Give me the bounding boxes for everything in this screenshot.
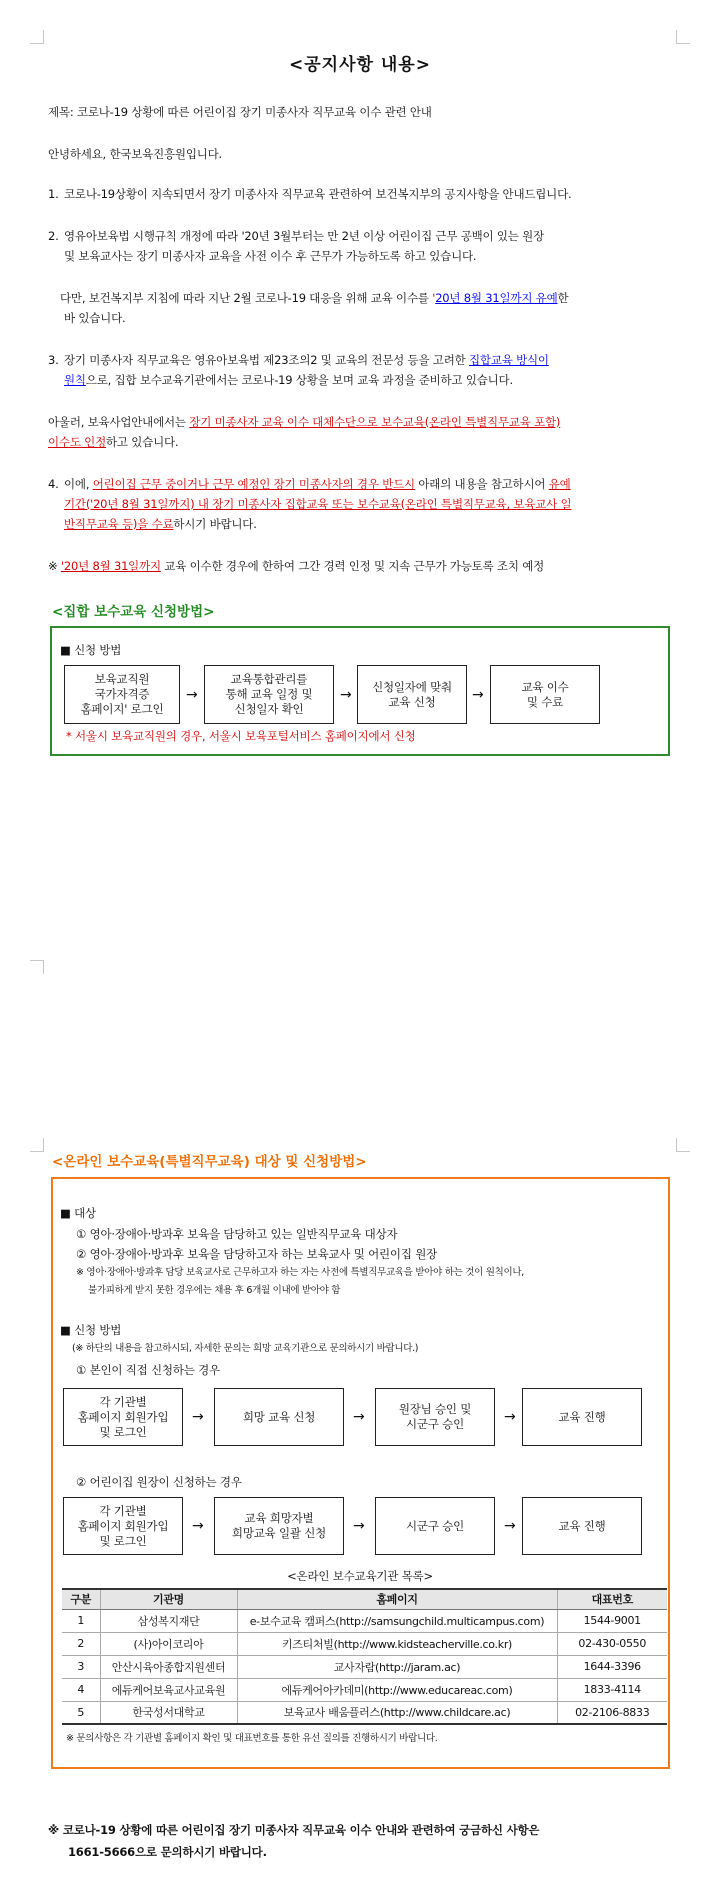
institution-name: 삼성복지재단	[100, 1609, 237, 1632]
institution-name: 한국성서대학교	[100, 1701, 237, 1724]
case-2-step-3: 시군구 승인	[375, 1497, 495, 1555]
item-1-text: 코로나-19상황이 지속되면서 장기 미종사자 직무교육 관련하여 보건복지부의 공지사항을 안내드립니다.	[64, 187, 572, 201]
item-4-line-2	[64, 496, 571, 512]
row-number: 2	[62, 1632, 100, 1655]
highlight-text: 기간('20년 8월 31일까지) 내 장기 미종사자 집합교육 또는 보수교육(온라인 특별직무교육, 보육교사 일	[64, 497, 572, 511]
principle-link[interactable]: 원칙	[64, 373, 86, 387]
arrow-icon: →	[353, 1518, 365, 1534]
text-span: 아래의 내용을 참고하시어	[414, 477, 549, 491]
arrow-icon: →	[192, 1409, 204, 1425]
case-1-step-4: 교육 진행	[522, 1388, 642, 1446]
text-span: 하시기 바랍니다.	[173, 517, 257, 531]
institution-name: 안산시육아종합지원센터	[100, 1655, 237, 1678]
contact-line-2: 1661-5666으로 문의하시기 바랍니다.	[68, 1845, 267, 1859]
institution-table-title: <온라인 보수교육기관 목록>	[287, 1569, 433, 1583]
item-2-number: 2.	[48, 229, 59, 243]
case-2-step-2: 교육 희망자별 희망교육 일괄 신청	[214, 1497, 344, 1555]
case-1-step-2: 희망 교육 신청	[214, 1388, 344, 1446]
highlight-text: 반직무교육 등)을 수료	[64, 517, 174, 531]
arrow-icon: →	[186, 687, 198, 703]
highlight-text: 어린이집 근무 중이거나 근무 예정인 장기 미종사자의 경우 반드시	[92, 477, 415, 491]
crop-mark	[30, 960, 44, 974]
text-span: ※	[48, 559, 61, 573]
institution-name: 에듀케어보육교사교육원	[100, 1678, 237, 1701]
institution-phone: 1644-3396	[557, 1655, 667, 1678]
item-2-line-2: 및 보육교사는 장기 미종사자 교육을 사전 이수 후 근무가 가능하도록 하고 있습니다.	[64, 249, 477, 263]
text-span: 이에,	[64, 477, 93, 491]
table-row	[62, 1655, 667, 1678]
deadline-note	[48, 558, 544, 574]
case-2-step-4: 교육 진행	[522, 1497, 642, 1555]
item-2-paragraph-2-line-2: 바 있습니다.	[64, 311, 126, 325]
text-span: 하고 있습니다.	[106, 435, 179, 449]
deadline-link[interactable]: 20년 8월 31	[435, 291, 500, 305]
also-line-2	[48, 434, 178, 450]
institution-homepage[interactable]: 에듀케어아카데미(http://www.educareac.com)	[237, 1678, 557, 1701]
institution-homepage[interactable]: 교사자람(http://jaram.ac)	[237, 1655, 557, 1678]
text-span: 장기 미종사자 직무교육은 영유아보육법 제23조의2 및 교육의 전문성 등을 고려한	[64, 353, 469, 367]
highlight-text: 이수도 인정	[48, 435, 106, 449]
offline-footnote: * 서울시 보육교직원의 경우, 서울시 보육포털서비스 홈페이지에서 신청	[66, 729, 416, 743]
row-number: 4	[62, 1678, 100, 1701]
online-target-note-2: 불가피하게 받지 못한 경우에는 채용 후 6개월 이내에 받아야 함	[88, 1285, 341, 1296]
table-header-row	[62, 1589, 667, 1609]
notice-greeting: 안녕하세요, 한국보육진흥원입니다.	[48, 147, 222, 161]
item-3-line-1	[64, 352, 549, 368]
arrow-icon: →	[472, 687, 484, 703]
crop-mark	[676, 30, 690, 44]
page-title: <공지사항 내용>	[289, 55, 431, 75]
offline-step-2: 교육통합관리를 통해 교육 일정 및 신청일자 확인	[204, 665, 334, 724]
case-1-step-3: 원장님 승인 및 시군구 승인	[375, 1388, 495, 1446]
online-target-2: ② 영아·장애아·방과후 보육을 담당하고자 하는 보육교사 및 어린이집 원장	[76, 1247, 438, 1261]
institution-table	[62, 1588, 667, 1725]
arrow-icon: →	[504, 1518, 516, 1534]
institution-phone: 1544-9001	[557, 1609, 667, 1632]
item-1-number: 1.	[48, 187, 59, 201]
institution-homepage[interactable]: 키즈티처빌(http://www.kidsteacherville.co.kr)	[237, 1632, 557, 1655]
institution-name: (사)아이코리아	[100, 1632, 237, 1655]
online-section-heading: <온라인 보수교육(특별직무교육) 대상 및 신청방법>	[52, 1154, 367, 1170]
case-1-step-1: 각 기관별 홈페이지 회원가입 및 로그인	[63, 1388, 183, 1446]
also-line-1	[48, 414, 560, 430]
highlight-text: 유예	[548, 477, 571, 491]
offline-step-1: 보육교직원 국가자격증 홈페이지' 로그인	[64, 665, 180, 724]
table-row	[62, 1678, 667, 1701]
online-method-note: (※ 하단의 내용을 참고하시되, 자세한 문의는 희망 교육기관으로 문의하시기 바랍니다.)	[72, 1343, 419, 1354]
item-4-line-1	[64, 476, 571, 492]
table-row	[62, 1701, 667, 1724]
item-4-number: 4.	[48, 477, 59, 491]
group-education-link[interactable]: 집합교육 방식이	[469, 353, 549, 367]
offline-step-4: 교육 이수 및 수료	[490, 665, 600, 724]
crop-mark	[676, 1138, 690, 1152]
item-2-line-1: 영유아보육법 시행규칙 개정에 따라 '20년 3월부터는 만 2년 이상 어린이집 근무 공백이 있는 원장	[64, 229, 544, 243]
arrow-icon: →	[340, 687, 352, 703]
offline-method-label: ■ 신청 방법	[60, 643, 122, 657]
notice-subject: 제목: 코로나-19 상황에 따른 어린이집 장기 미종사자 직무교육 이수 관련 안내	[48, 105, 432, 119]
table-row	[62, 1609, 667, 1632]
highlight-text: 장기 미종사자 교육 이수 대체수단으로 보수교육(온라인 특별직무교육 포함)	[189, 415, 561, 429]
institution-phone: 1833-4114	[557, 1678, 667, 1701]
online-case-2-label: ② 어린이집 원장이 신청하는 경우	[76, 1475, 242, 1489]
online-target-note-1: ※ 영아·장애아·방과후 담당 보육교사로 근무하고자 하는 자는 사전에 특별직무교육을 받아야 하는 것이 원칙이나,	[76, 1267, 524, 1278]
column-header: 대표번호	[557, 1589, 667, 1609]
deferral-link[interactable]: 일까지 유예	[499, 291, 558, 305]
online-target-1: ① 영아·장애아·방과후 보육을 담당하고 있는 일반직무교육 대상자	[76, 1227, 398, 1241]
text-span: 다만, 보건복지부 지침에 따라 지난 2월 코로나-19 대응을 위해 교육 이수를	[60, 291, 433, 305]
offline-step-3: 신청일자에 맞춰 교육 신청	[357, 665, 467, 724]
online-method-label: ■ 신청 방법	[60, 1323, 122, 1337]
arrow-icon: →	[504, 1409, 516, 1425]
contact-line-1: ※ 코로나-19 상황에 따른 어린이집 장기 미종사자 직무교육 이수 안내와 관련하여 궁금하신 사항은	[48, 1823, 540, 1837]
arrow-icon: →	[353, 1409, 365, 1425]
crop-mark	[30, 1138, 44, 1152]
column-header: 기관명	[100, 1589, 237, 1609]
text-span: 아울러, 보육사업안내에서는	[48, 415, 190, 429]
text-span: 으로, 집합 보수교육기관에서는 코로나-19 상황을 보며 교육 과정을 준비하고 있습니다.	[85, 373, 513, 387]
item-3-line-2	[64, 372, 513, 388]
table-row	[62, 1632, 667, 1655]
row-number: 1	[62, 1609, 100, 1632]
text-span: 한	[557, 291, 569, 305]
institution-homepage[interactable]: e-보수교육 캠퍼스(http://samsungchild.multicampus.com)	[237, 1609, 557, 1632]
item-2-paragraph-2	[60, 290, 568, 306]
item-4-line-3	[64, 516, 257, 532]
online-target-label: ■ 대상	[60, 1206, 96, 1220]
offline-section-heading: <집합 보수교육 신청방법>	[52, 604, 215, 620]
text-span: '	[432, 291, 436, 305]
institution-homepage[interactable]: 보육교사 배움플러스(http://www.childcare.ac)	[237, 1701, 557, 1724]
arrow-icon: →	[192, 1518, 204, 1534]
crop-mark	[30, 30, 44, 44]
institution-phone: 02-430-0550	[557, 1632, 667, 1655]
row-number: 3	[62, 1655, 100, 1678]
institution-phone: 02-2106-8833	[557, 1701, 667, 1724]
column-header: 홈페이지	[237, 1589, 557, 1609]
column-header: 구분	[62, 1589, 100, 1609]
online-case-1-label: ① 본인이 직접 신청하는 경우	[76, 1363, 220, 1377]
highlight-text: '20년 8월 31일까지	[60, 559, 161, 573]
row-number: 5	[62, 1701, 100, 1724]
text-span: 교육 이수한 경우에 한하여 그간 경력 인정 및 지속 근무가 가능토록 조치 예정	[160, 559, 545, 573]
item-3-number: 3.	[48, 353, 59, 367]
case-2-step-1: 각 기관별 홈페이지 회원가입 및 로그인	[63, 1497, 183, 1555]
table-note: ※ 문의사항은 각 기관별 홈페이지 확인 및 대표번호를 통한 유선 질의를 진행하시기 바랍니다.	[66, 1733, 438, 1744]
